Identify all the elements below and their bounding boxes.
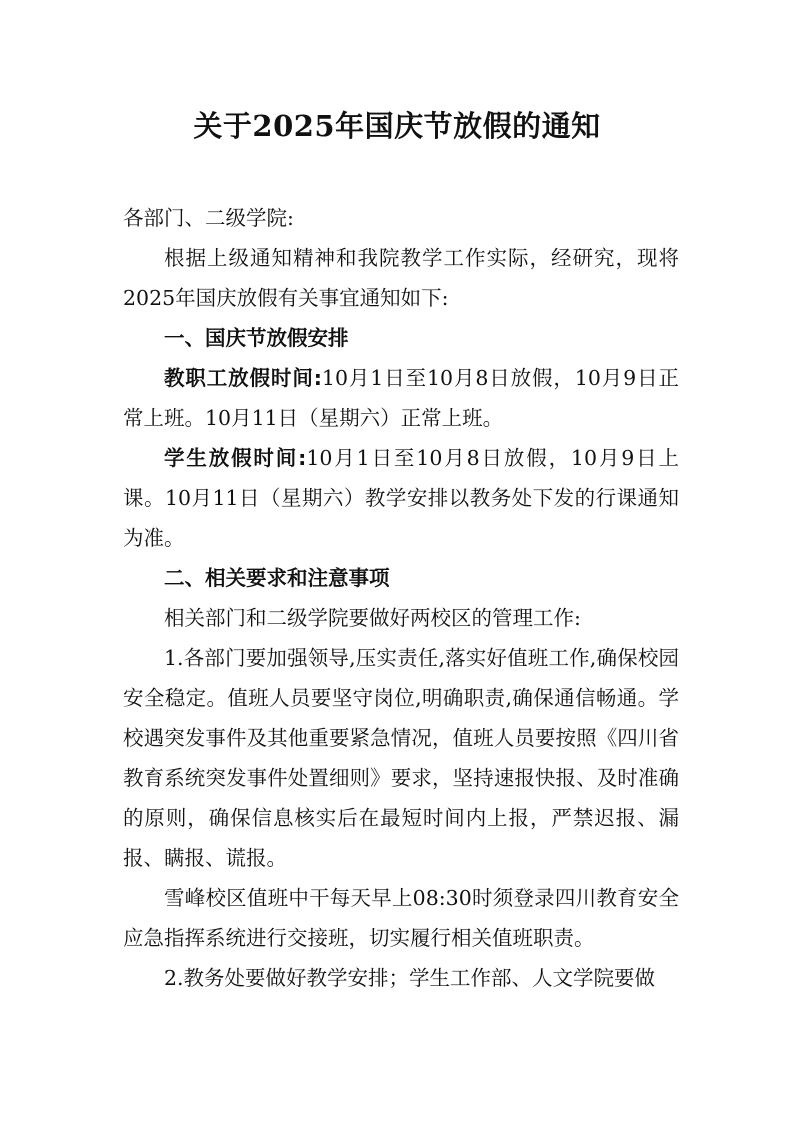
intro-paragraph: 根据上级通知精神和我院教学工作实际，经研究，现将2025年国庆放假有关事宜通知如下:: [123, 246, 679, 310]
xuefeng-duty-paragraph: 雪峰校区值班中干每天早上08:30时须登录四川教育安全应急指挥系统进行交接班，切实履行相关值班职责。: [123, 886, 679, 950]
student-holiday-label: 学生放假时间:: [164, 446, 307, 470]
student-holiday-text: 10月1日至10月8日放假，10月9日上课。10月11日（星期六）教学安排以教务处下发的行课通知为准。: [123, 446, 679, 550]
section2-intro: 相关部门和二级学院要做好两校区的管理工作:: [164, 606, 581, 630]
document-title: 关于2025年国庆节放假的通知: [193, 109, 601, 143]
requirement-item-1: 1.各部门要加强领导,压实责任,落实好值班工作,确保校园安全稳定。值班人员要坚守岗位,明确职责,确保通信畅通。学校遇突发事件及其他重要紧急情况，值班人员要按照《四川省教育系统突发事件处置细则》要求，坚持速报快报、及时准确的原则，确保信息核实后在最短时间内上报，严禁迟报、漏报、瞒报、谎报。: [123, 646, 679, 870]
section1-heading: 一、国庆节放假安排: [164, 326, 349, 350]
requirement-item-2: 2.教务处要做好教学安排；学生工作部、人文学院要做: [164, 966, 656, 990]
section2-heading: 二、相关要求和注意事项: [164, 566, 390, 590]
student-holiday-paragraph: [123, 438, 679, 558]
staff-holiday-label: 教职工放假时间:: [164, 366, 322, 390]
staff-holiday-paragraph: [123, 358, 679, 438]
staff-holiday-text: 10月1日至10月8日放假，10月9日正常上班。10月11日（星期六）正常上班。: [123, 366, 680, 430]
document-body: [123, 198, 679, 998]
salutation: 各部门、二级学院:: [123, 206, 294, 230]
